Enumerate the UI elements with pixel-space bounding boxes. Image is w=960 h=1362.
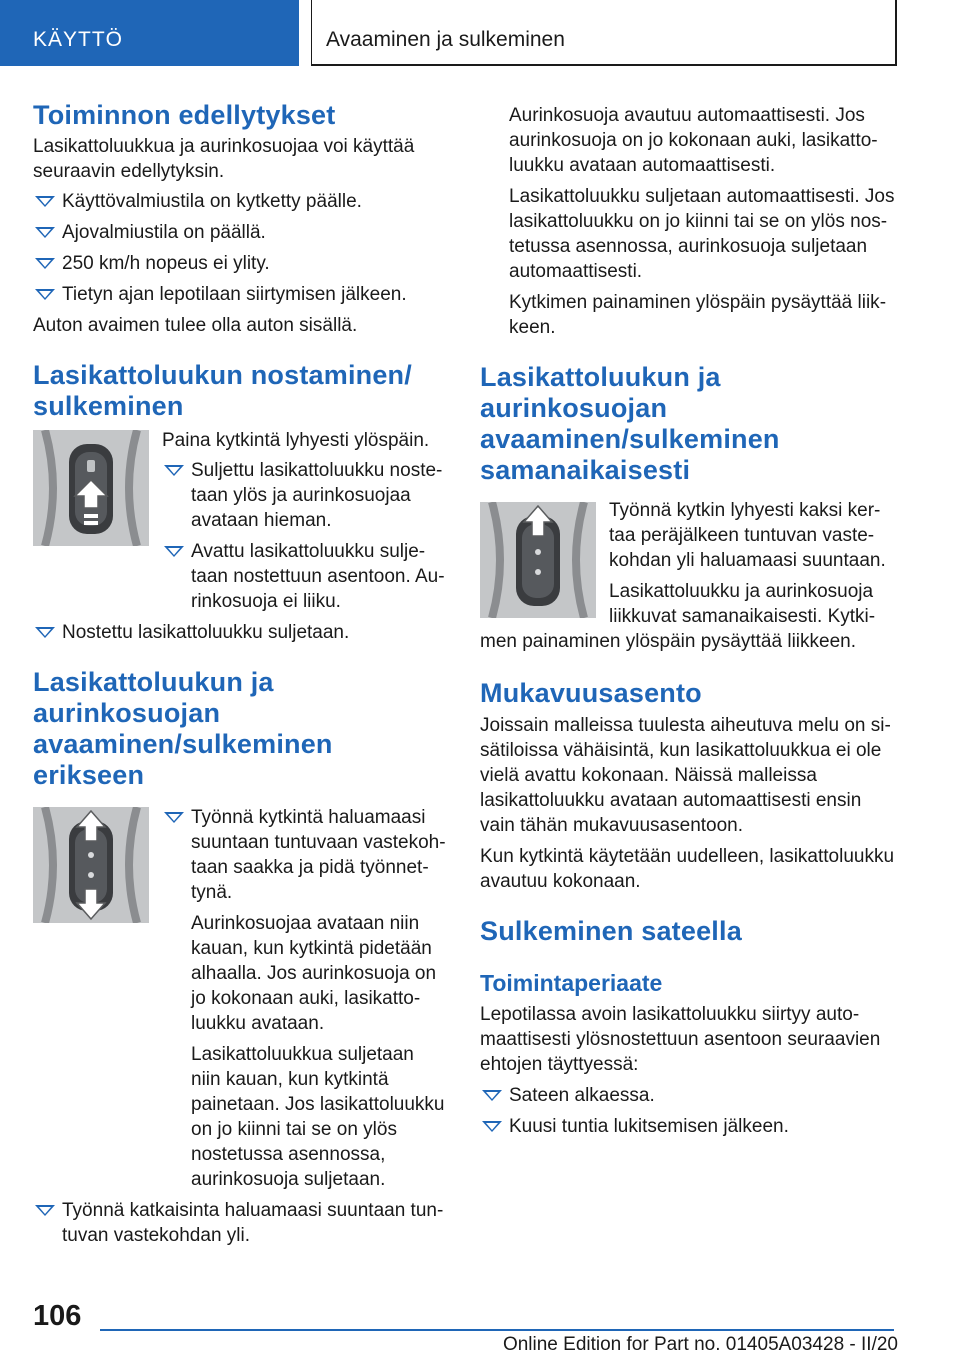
heading-raise-close: Lasikattoluukun nostaminen/ sulkeminen [33,360,412,421]
heading-prerequisites: Toiminnon edellytykset [33,100,336,130]
header-title-box [311,0,897,66]
list-item: Työnnä katkaisinta haluamaasi suuntaan tuntuvan vastekohdan yli. [33,1198,447,1248]
triangle-bullet-icon [164,546,184,557]
triangle-bullet-icon [482,1090,502,1101]
paragraph: Kun kytkintä käytetään uudelleen, lasikattoluukku avautuu kokonaan. [480,846,895,892]
right-column [480,103,896,1139]
separately-list-2 [33,1198,447,1248]
list-item: Kuusi tuntia lukitsemisen jälkeen. [480,1114,896,1139]
header-section-tab [0,0,299,66]
subheading-principle: Toimintaperiaate [480,970,663,996]
heading-comfort: Mukavuusasento [480,678,702,708]
header-section-label: KÄYTTÖ [33,28,124,51]
switch-raise-image [33,430,149,546]
footer-divider [100,1329,894,1331]
header-title: Avaaminen ja sulkeminen [326,28,565,51]
list-item: 250 km/h nopeus ei ylity. [33,251,447,276]
list-item: Suljettu lasikattoluukku nostetaan ylös ja aurinkosuojaa avataan hieman. [162,458,447,533]
paragraph: Joissain malleissa tuulesta aiheutuva melu on sisätiloissa vähäisintä, kun lasikattoluukkua ei ole vielä avattu kokonaan. Näissä malleissa lasikattoluukku avataan automaattisesti ensin vain tähän mukavuusasentoon. [480,715,891,836]
switch-simultaneous-image [480,502,596,618]
paragraph: Lasikattoluukku suljetaan automaattisesti. Jos lasikattoluukku on jo kiinni tai se on ylös nostetussa asennossa, aurinkosuoja suljetaan automaattisesti. [509,186,895,282]
list-item: Avattu lasikattoluukku suljetaan nostettuun asentoon. Aurinkosuoja ei liiku. [162,539,447,614]
paragraph: Työnnä kytkin lyhyesti kaksi kertaa peräjälkeen tuntuvan vastekohdan yli haluamaasi suuntaan. [609,500,886,571]
paragraph: Aurinkosuojaa avataan niin kauan, kun kytkintä pidetään alhaalla. Jos aurinkosuoja on jo kokonaan auki, lasikattoluukku avataan. [191,913,437,1034]
paragraph: Lasikattoluukkua suljetaan niin kauan, kun kytkintä painetaan. Jos lasikattoluukku on jo kiinni tai se on ylös nostetussa asennossa, aurinkosuoja suljetaan. [191,1044,445,1190]
triangle-bullet-icon [35,289,55,300]
paragraph: Paina kytkintä lyhyesti ylöspäin. [162,430,430,451]
triangle-bullet-icon [164,465,184,476]
list-item: Käyttövalmiustila on kytketty päälle. [33,189,447,214]
left-column [33,100,447,1248]
triangle-bullet-icon [35,258,55,269]
triangle-bullet-icon [35,227,55,238]
section-separately [33,805,447,1248]
heading-simultaneous: Lasikattoluukun ja aurinkosuojan avaaminen/sulkeminen samanaikaisesti [480,362,780,485]
list-item: Sateen alkaessa. [480,1083,896,1108]
section-raise-close [33,428,447,645]
list-item: Ajovalmiustila on päällä. [33,220,447,245]
triangle-bullet-icon [35,1205,55,1216]
switch-separately-image [33,807,149,923]
paragraph: Lasikattoluukkua ja aurinkosuojaa voi käyttää seuraavin edellytyksin. [33,136,415,182]
triangle-bullet-icon [35,627,55,638]
page-number: 106 [33,1300,82,1332]
heading-separately: Lasikattoluukun ja aurinkosuojan avaaminen/sulkeminen erikseen [33,667,333,790]
rain-list [480,1083,896,1139]
footer-edition: Online Edition for Part no. 01405A03428 - II/20 [502,1334,898,1355]
paragraph: Lasikattoluukku ja aurinkosuoja liikkuvat samanaikaisesti. Kytkimen painaminen ylöspäin pysäyttää liikkeen. [480,581,876,652]
paragraph: Aurinkosuoja avautuu automaattisesti. Jos aurinkosuoja on jo kokonaan auki, lasikattoluukku avataan automaattisesti. [509,105,878,176]
paragraph: Kytkimen painaminen ylöspäin pysäyttää liikkeen. [509,292,887,338]
triangle-bullet-icon [482,1121,502,1132]
list-item: Nostettu lasikattoluukku suljetaan. [33,620,447,645]
list-item: Tietyn ajan lepotilaan siirtymisen jälkeen. [33,282,447,307]
list-item: Työnnä kytkintä haluamaasi suuntaan tuntuvaan vastekohtaan saakka ja pidä työnnettynä. [162,805,447,905]
prerequisites-list [33,189,447,307]
heading-rain-close: Sulkeminen sateella [480,916,742,946]
section-simultaneous [480,498,896,654]
triangle-bullet-icon [35,196,55,207]
paragraph: Lepotilassa avoin lasikattoluukku siirtyy automaattisesti ylösnostettuun asentoon seuraavien ehtojen täyttyessä: [480,1004,881,1075]
triangle-bullet-icon [164,812,184,823]
paragraph: Auton avaimen tulee olla auton sisällä. [33,315,358,336]
